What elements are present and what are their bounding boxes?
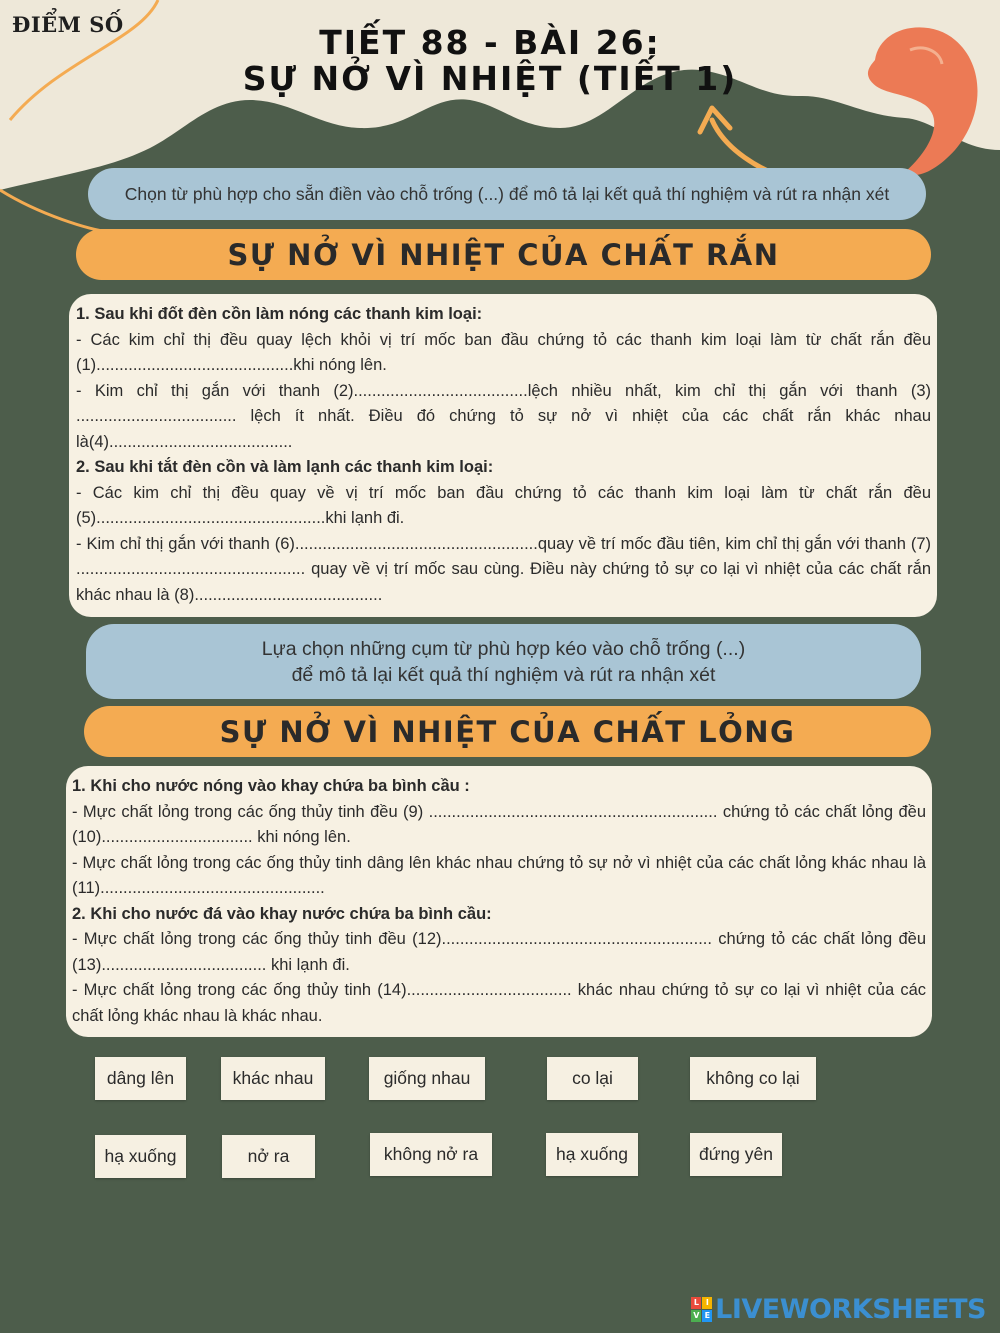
liquid-line-3: - Mực chất lỏng trong các ống thủy tinh dâng lên khác nhau chứng tỏ sự nở vì nhiệt của các chất lỏng khác nhau là (11)................................................. (72, 853, 926, 897)
instruction-drag-line-2: để mô tả lại kết quả thí nghiệm và rút ra nhận xét (291, 663, 716, 686)
solid-line-4: 2. Sau khi tắt đèn cồn và làm lạnh các thanh kim loại: (76, 458, 494, 476)
solid-exercise-card (69, 294, 937, 617)
liquid-line-2: - Mực chất lỏng trong các ống thủy tinh đều (9) ............................................................... chứng tỏ các chất lỏng đều (10)................................. khi nóng lên. (72, 802, 926, 846)
liveworksheets-logo-icon (691, 1297, 712, 1322)
logo-letter-e: E (702, 1310, 712, 1322)
liquid-line-6: - Mực chất lỏng trong các ống thủy tinh (14).................................... khác nhau chứng tỏ sự co lại vì nhiệt của các chất lỏng khác nhau là khác nhau. (72, 981, 926, 1025)
solid-line-6: - Kim chỉ thị gắn với thanh (6).....................................................quay về trí mốc đầu tiên, kim chỉ thị gắn với thanh (7) .................................................. quay về vị trí mốc sau cùng. Điều này chứng tỏ sự co lại vì nhiệt của các chất rắn khác nhau là (8)......................................... (76, 534, 931, 604)
liveworksheets-logo-text: LIVEWORKSHEETS (715, 1293, 986, 1325)
solid-line-2: - Các kim chỉ thị đều quay lệch khỏi vị trí mốc ban đầu chứng tỏ các thanh kim loại làm từ chất rắn đều (1)...........................................khi nóng lên. (76, 330, 931, 374)
word-chip-dung-yen[interactable]: đứng yên (690, 1133, 782, 1176)
word-chip-ha-xuong-1[interactable]: hạ xuống (95, 1135, 186, 1178)
instruction-fill-blanks: Chọn từ phù hợp cho sẵn điền vào chỗ trống (...) để mô tả lại kết quả thí nghiệm và rút ra nhận xét (88, 168, 926, 220)
instruction-drag-line-1: Lựa chọn những cụm từ phù hợp kéo vào chỗ trống (...) (261, 637, 746, 660)
liquid-line-4: 2. Khi cho nước đá vào khay nước chứa ba bình cầu: (72, 904, 492, 923)
liquid-line-5: - Mực chất lỏng trong các ống thủy tinh đều (12)........................................................... chứng tỏ các chất lỏng đều (13).................................... khi lạnh đi. (72, 930, 926, 974)
word-chip-khong-no-ra[interactable]: không nở ra (370, 1133, 492, 1176)
logo-letter-l: L (691, 1297, 701, 1309)
liveworksheets-logo (691, 1294, 986, 1324)
liquid-exercise-card (66, 766, 932, 1037)
word-chip-khac-nhau[interactable]: khác nhau (221, 1057, 325, 1100)
word-chip-no-ra[interactable]: nở ra (222, 1135, 315, 1178)
word-chip-ha-xuong-2[interactable]: hạ xuống (546, 1133, 638, 1176)
word-chip-khong-co-lai[interactable]: không co lại (690, 1057, 816, 1100)
word-chip-dang-len[interactable]: dâng lên (95, 1057, 186, 1100)
section-heading-liquid: SỰ NỞ VÌ NHIỆT CỦA CHẤT LỎNG (84, 706, 931, 757)
instruction-drag-words (86, 624, 921, 699)
word-chip-giong-nhau[interactable]: giống nhau (369, 1057, 485, 1100)
solid-line-5: - Các kim chỉ thị đều quay về vị trí mốc ban đầu chứng tỏ các thanh kim loại làm từ chất rắn đều (5)..................................................khi lạnh đi. (76, 483, 931, 527)
solid-line-3: - Kim chỉ thị gắn với thanh (2)......................................lệch nhiều nhất, kim chỉ thị gắn với thanh (3) ................................... lệch ít nhất. Điều đó chứng tỏ sự nở vì nhiệt của các chất rắn khác nhau là(4)........................................ (76, 381, 931, 451)
solid-line-1: 1. Sau khi đốt đèn cồn làm nóng các thanh kim loại: (76, 305, 483, 323)
score-label: ĐIỂM SỐ (12, 12, 124, 37)
page-title-line-2: SỰ NỞ VÌ NHIỆT (TIẾT 1) (242, 59, 738, 98)
page-title-line-1: TIẾT 88 - BÀI 26: (319, 23, 661, 62)
word-chip-co-lai[interactable]: co lại (547, 1057, 638, 1100)
logo-letter-i: I (702, 1297, 712, 1309)
logo-letter-v: V (691, 1310, 701, 1322)
section-heading-solid: SỰ NỞ VÌ NHIỆT CỦA CHẤT RẮN (76, 229, 931, 280)
liquid-line-1: 1. Khi cho nước nóng vào khay chứa ba bình cầu : (72, 777, 470, 795)
